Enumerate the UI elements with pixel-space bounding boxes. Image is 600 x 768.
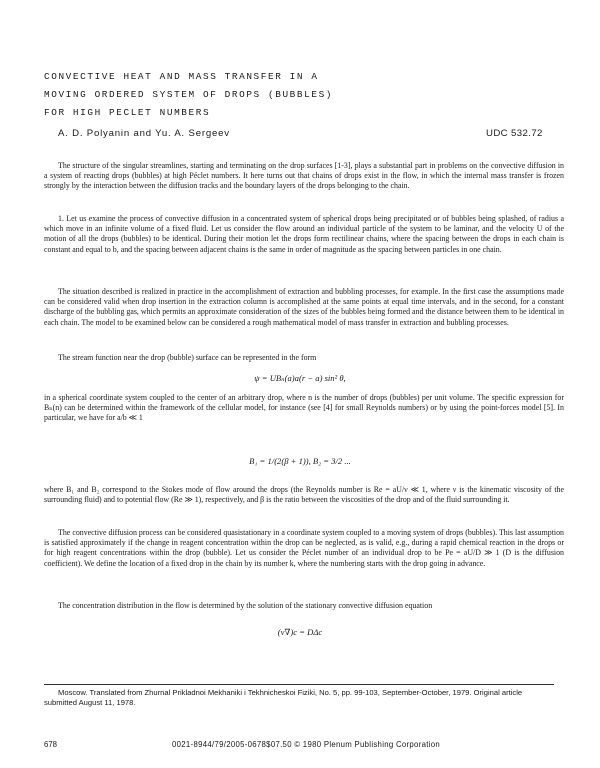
paragraph-quasistationary: The convective diffusion process can be considered quasistationary in a coordinate system coupled to a moving system of drops (bubbles). This last assumption is satisfied approximately if the change in reagent concentration within the drop can be neglected, as is valid, e.g., during a rapid chemical reaction in the drops or for high reagent concentrations within the drop (bubble). Let us consider the Péclet number of an individual drop to be Pe = aU/D ≫ 1 (D is the diffusion coefficient). We define the location of a fixed drop in the chain by its number k, where the numbering starts with the drop going in advance.	[44, 528, 564, 568]
paragraph-intro: The structure of the singular streamlines, starting and terminating on the drop surfaces [1-3], plays a substantial part in problems on the convective diffusion in a system of reacting drops (bubbles) at high Péclet numbers. It here turns out that chains of drops exist in the flow, in which the internal mass transfer is frozen strongly by the interaction between the diffusion tracks and the boundary layers of the drops belonging to the chain.	[44, 161, 564, 191]
udc-code: UDC 532.72	[486, 128, 543, 139]
paragraph-coordinates: in a spherical coordinate system coupled to the center of an arbitrary drop, where n is the number of drops (bubbles) per unit volume. The specific expression for Bₙ(n) can be determined within the framework of the cellular model, for instance (see [4] for small Reynolds numbers) or by using the point-forces model [5]. In particular, we have for a/b ≪ 1	[44, 393, 564, 423]
equation-b-coefficients: B₁ = 1/(2(β + 1)), B₂ = 3/2 ...	[249, 456, 351, 466]
paragraph-section-1: 1. Let us examine the process of convective diffusion in a concentrated system of spherical drops being precipitated or of bubbles being splashed, of radius a which move in an infinite volume of a fixed fluid. Let us consider the flow around an individual particle of the system to be laminar, and the velocity U of the motion of all the drops (bubbles) to be identical. During their motion let the drops form rectilinear chains, where the spacing between the drops in each chain is constant and equal to b, and the spacing between adjacent chains is the same in order of magnitude as the spacing between particles in one chain.	[44, 214, 564, 254]
authors: A. D. Polyanin and Yu. A. Sergeev	[58, 128, 230, 139]
page-number: 678	[44, 740, 58, 749]
title-line-1: CONVECTIVE HEAT AND MASS TRANSFER IN A	[44, 71, 319, 82]
paragraph-stream-function: The stream function near the drop (bubble) surface can be represented in the form	[58, 353, 317, 362]
title-line-2: MOVING ORDERED SYSTEM OF DROPS (BUBBLES)	[44, 89, 334, 100]
equation-stream-function: ψ = UBₙ(a)a(r − a) sin² θ,	[254, 373, 346, 383]
equation-diffusion: (v∇)c = DΔc	[277, 627, 323, 637]
footnote-divider	[44, 684, 554, 685]
footnote: Moscow. Translated from Zhurnal Prikladnoi Mekhaniki i Tekhnicheskoi Fiziki, No. 5, pp. 99-103, September-October, 1979. Original article submitted August 11, 1978.	[44, 688, 523, 707]
paragraph-concentration: The concentration distribution in the flow is determined by the solution of the stationary convective diffusion equation	[58, 601, 433, 610]
paragraph-stokes: where B₁ and B₂ correspond to the Stokes mode of flow around the drops (the Reynolds number is Re = aU/ν ≪ 1, where ν is the kinematic viscosity of the surrounding fluid) and to potential flow (Re ≫ 1), respectively, and β is the ratio between the viscosities of the drop and of the fluid surrounding it.	[44, 485, 564, 505]
article-title	[44, 68, 564, 122]
paragraph-situation: The situation described is realized in practice in the accomplishment of extraction and bubbling processes, for example. In the first case the assumptions made can be considered valid when drop insertion in the extraction column is accomplished at the same points at equal time intervals, and in the second, for a constant discharge of the bubbling gas, which permits an approximate consideration of the sizes of the bubbles being formed and the distance between them to be identical in each chain. The model to be examined below can be considered a rough mathematical model of mass transfer in extraction and bubbling processes.	[44, 287, 564, 327]
title-line-3: FOR HIGH PECLET NUMBERS	[44, 107, 211, 118]
copyright-line: 0021-8944/79/2005-0678$07.50 © 1980 Plenum Publishing Corporation	[172, 740, 440, 749]
